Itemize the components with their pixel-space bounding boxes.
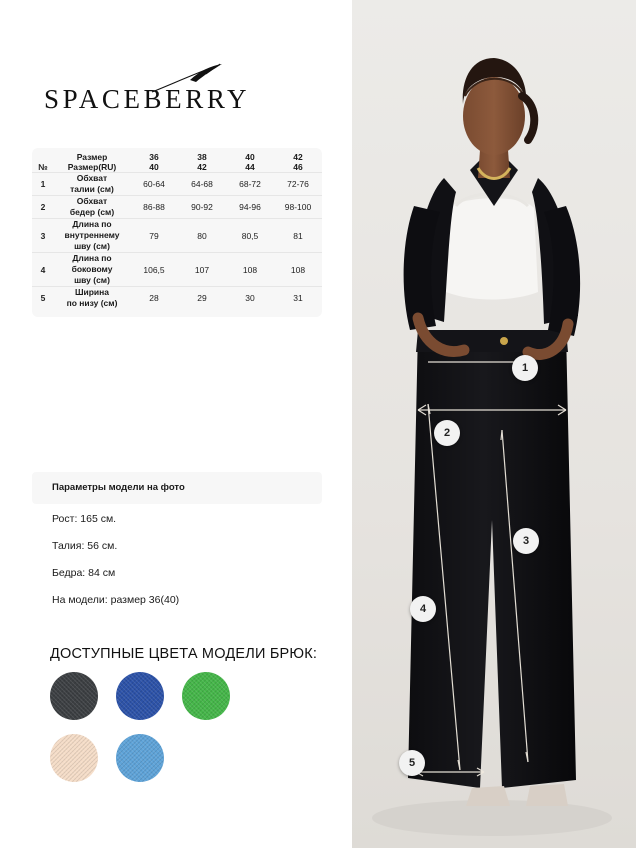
row-label: Длина по боковому шву (см) [71,253,113,285]
table-header-row-1 [32,152,322,162]
model-param-waist: Талия: 56 см. [52,540,118,552]
available-colors-title: ДОСТУПНЫЕ ЦВЕТА МОДЕЛИ БРЮК: [50,646,318,662]
row-value: 80,5 [241,230,259,241]
model-params-list [52,513,312,621]
table-header-row-2 [32,162,322,172]
color-swatch-light-blue[interactable] [116,734,164,782]
color-swatch-grid [50,672,310,796]
color-swatch-row [50,672,310,720]
table-row [32,253,322,286]
measure-marker-3: 3 [513,528,539,554]
row-num: 1 [40,179,46,189]
table-row [32,219,322,252]
row-value: 90-92 [191,202,213,212]
row-value: 86-88 [143,202,165,212]
model-photo [352,0,636,848]
header-size-ru-1: 40 [149,162,159,172]
model-param-hips: Бедра: 84 см [52,567,116,579]
header-size-ru-4: 46 [293,162,303,172]
header-size-2: 38 [197,152,207,162]
table-row [32,173,322,195]
header-size-1: 36 [149,152,159,162]
brand-logo [44,62,314,122]
measure-marker-5: 5 [399,750,425,776]
header-size-4: 42 [293,152,303,162]
row-value: 68-72 [239,179,261,189]
model-photo-illustration [352,0,636,848]
color-swatch-beige[interactable] [50,734,98,782]
measure-marker-1: 1 [512,355,538,381]
size-table-card [32,148,322,317]
row-num: 5 [40,293,46,303]
table-row [32,287,322,309]
model-param-worn-size: На модели: размер 36(40) [52,594,180,606]
row-value: 72-76 [287,179,309,189]
color-swatch-green[interactable] [182,672,230,720]
model-params-card [32,472,322,504]
row-num: 3 [40,230,46,241]
row-value: 80 [197,230,207,241]
size-table [32,152,322,309]
model-params-title: Параметры модели на фото [52,482,185,493]
color-swatch-blue[interactable] [116,672,164,720]
header-size-ru-3: 44 [245,162,255,172]
row-num: 4 [40,264,46,275]
row-value: 107 [194,264,210,275]
row-value: 28 [149,293,159,303]
row-value: 108 [242,264,258,275]
row-label: Обхват талии (см) [70,173,114,194]
row-value: 30 [245,293,255,303]
row-label: Ширина по низу (см) [66,287,118,308]
header-size-ru-2: 42 [197,162,207,172]
measure-marker-2: 2 [434,420,460,446]
row-value: 31 [293,293,303,303]
row-value: 108 [290,264,306,275]
model-param-height: Рост: 165 см. [52,513,117,525]
row-value: 94-96 [239,202,261,212]
row-value: 64-68 [191,179,213,189]
row-num: 2 [40,202,46,212]
row-value: 98-100 [284,202,312,212]
row-label: Обхват бедер (см) [69,196,115,217]
row-value: 81 [293,230,303,241]
row-value: 79 [149,230,159,241]
measure-marker-4: 4 [410,596,436,622]
row-value: 106,5 [143,264,165,275]
header-size-3: 40 [245,152,255,162]
row-value: 60-64 [143,179,165,189]
table-num-header: № [38,162,48,172]
brand-name: SPACEBERRY [44,84,251,114]
table-row [32,196,322,218]
color-swatch-row [50,734,310,782]
header-label-size: Размер [76,152,108,162]
color-swatch-dark-grey[interactable] [50,672,98,720]
row-value: 29 [197,293,207,303]
row-label: Длина по внутреннему шву (см) [64,219,120,251]
header-label-size-ru: Размер(RU) [67,162,117,172]
